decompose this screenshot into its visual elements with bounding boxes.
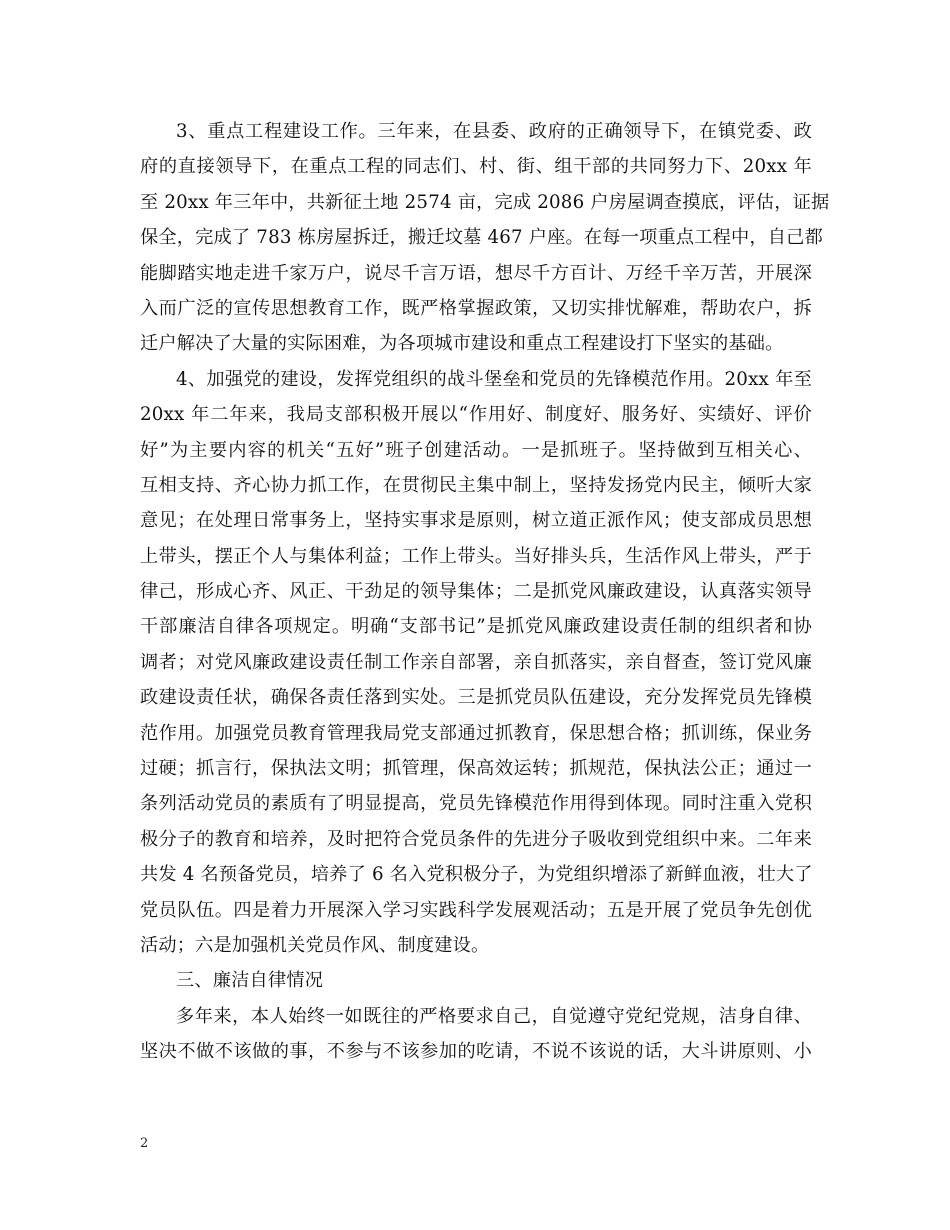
text-line: 至 20xx 年三年中，共新征土地 2574 亩，完成 2086 户房屋调查摸底，评估，证据 — [140, 191, 830, 213]
text-line: 极分子的教育和培养，及时把符合党员条件的先进分子吸收到党组织中来。二年来 — [140, 828, 812, 850]
text-line: 能脚踏实地走进千家万户，说尽千言万语，想尽千方百计、万经千辛万苦，开展深 — [140, 262, 812, 284]
text-line: 党员队伍。四是着力开展深入学习实践科学发展观活动；五是开展了党员争先创优 — [140, 899, 812, 921]
text-line: 坚决不做不该做的事，不参与不该参加的吃请，不说不该说的话，大斗讲原则、小 — [140, 1041, 812, 1063]
text-line: 3、重点工程建设工作。三年来，在县委、政府的正确领导下，在镇党委、政 — [176, 121, 812, 142]
text-line: 互相支持、齐心协力抓工作，在贯彻民主集中制上，坚持发扬党内民主，倾听大家 — [140, 474, 812, 496]
paragraph-integrity — [140, 999, 812, 1070]
text-line: 上带头，摆正个人与集体利益；工作上带头。当好排头兵，生活作风上带头，严于 — [140, 545, 812, 567]
text-line: 府的直接领导下，在重点工程的同志们、村、街、组干部的共同努力下、20xx 年 — [140, 156, 812, 178]
text-line: 共发 4 名预备党员，培养了 6 名入党积极分子，为党组织增添了新鲜血液，壮大了 — [140, 864, 813, 886]
section-heading — [140, 963, 812, 998]
document-page — [140, 114, 830, 1070]
text-line: 范作用。加强党员教育管理我局党支部通过抓教育，保思想合格；抓训练，保业务 — [140, 722, 812, 744]
text-line: 入而广泛的宣传思想教育工作，既严格掌握政策，又切实排忧解难，帮助农户，拆 — [140, 297, 812, 319]
text-line: 多年来，本人始终一如既往的严格要求自己，自觉遵守党纪党规，洁身自律、 — [176, 1005, 812, 1027]
text-line: 活动；六是加强机关党员作风、制度建设。 — [140, 934, 490, 956]
text-line: 调者；对党风廉政建设责任制工作亲自部署，亲自抓落实，亲自督查，签订党风廉 — [140, 651, 812, 673]
text-line: 条列活动党员的素质有了明显提高，党员先锋模范作用得到体现。同时注重入党积 — [140, 793, 812, 815]
paragraph-party-building — [140, 362, 812, 964]
text-line: 律己，形成心齐、风正、干劲足的领导集体；二是抓党风廉政建设，认真落实领导 — [140, 581, 812, 603]
text-line: 好”为主要内容的机关“五好”班子创建活动。一是抓班子。坚持做到互相关心、 — [140, 439, 812, 461]
text-line: 20xx 年二年来，我局支部积极开展以“作用好、制度好、服务好、实绩好、评价 — [140, 404, 812, 426]
text-line: 保全，完成了 783 栋房屋拆迁，搬迁坟墓 467 户座。在每一项重点工程中，自己都 — [140, 227, 823, 249]
heading-integrity: 三、廉洁自律情况 — [176, 970, 324, 992]
text-line: 迁户解决了大量的实际困难，为各项城市建设和重点工程建设打下坚实的基础。 — [140, 333, 784, 355]
text-line: 4、加强党的建设，发挥党组织的战斗堡垒和党员的先锋模范作用。20xx 年至 — [176, 368, 812, 390]
text-line: 意见；在处理日常事务上，坚持实事求是原则，树立道正派作风；使支部成员思想 — [140, 510, 812, 532]
page-number: 2 — [140, 1136, 149, 1151]
text-line: 干部廉洁自律各项规定。明确“支部书记”是抓党风廉政建设责任制的组织者和协 — [140, 616, 812, 638]
text-line: 过硬；抓言行，保执法文明；抓管理，保高效运转；抓规范，保执法公正；通过一 — [140, 758, 812, 780]
paragraph-key-projects — [140, 114, 830, 362]
text-line: 政建设责任状，确保各责任落到实处。三是抓党员队伍建设，充分发挥党员先锋模 — [140, 687, 812, 709]
